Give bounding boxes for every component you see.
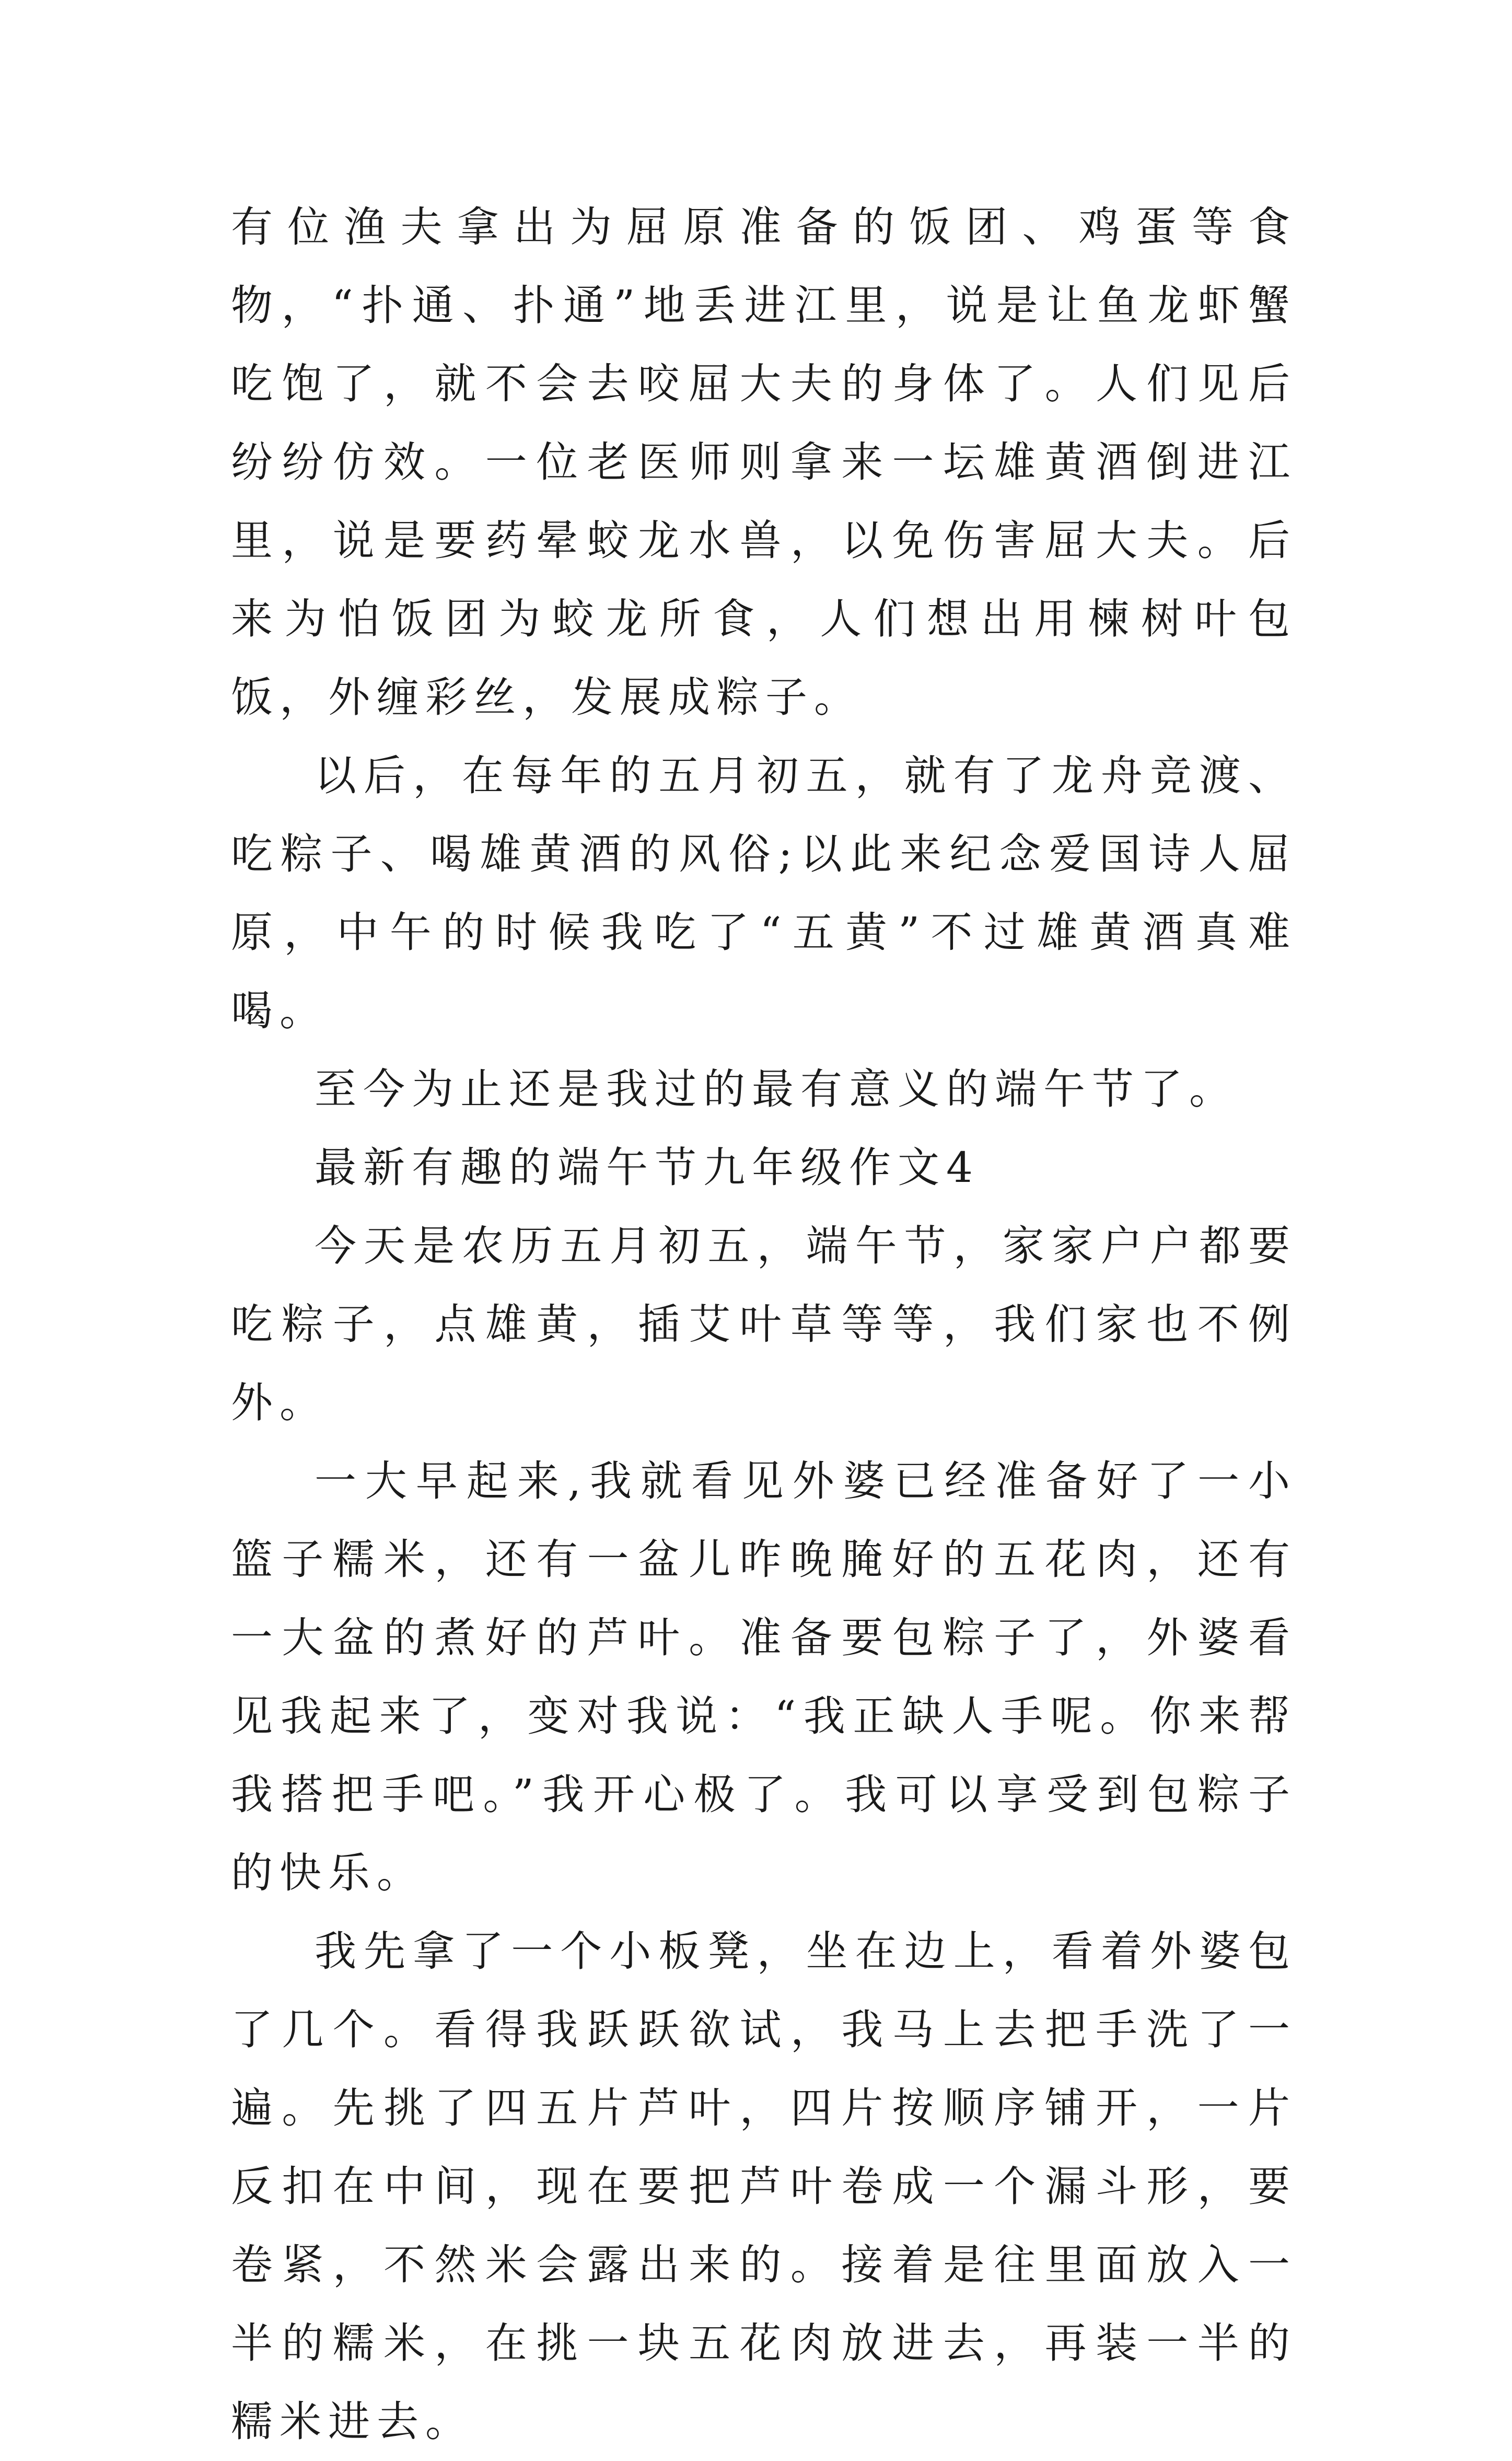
paragraph-5: 今天是农历五月初五，端午节，家家户户都要吃粽子，点雄黄，插艾叶草等等，我们家也不例外。 — [231, 1222, 1297, 1427]
section-heading: 最新有趣的端午节九年级作文4 — [315, 1143, 980, 1192]
paragraph-6: 一大早起来,我就看见外婆已经准备好了一小篮子糯米，还有一盆儿昨晚腌好的五花肉，还有一大盆的煮好的芦叶。准备要包粽子了，外婆看见我起来了，变对我说：“我正缺人手呢。你来帮我搭把手吧。”我开心极了。我可以享受到包粽子的快乐。 — [231, 1457, 1297, 1897]
paragraph-1: 有位渔夫拿出为屈原准备的饭团、鸡蛋等食物，“扑通、扑通”地丢进江里，说是让鱼龙虾蟹吃饱了，就不会去咬屈大夫的身体了。人们见后纷纷仿效。一位老医师则拿来一坛雄黄酒倒进江里，说是要药晕蛟龙水兽，以免伤害屈大夫。后来为怕饭团为蛟龙所食，人们想出用楝树叶包饭，外缠彩丝，发展成粽子。 — [231, 203, 1297, 722]
paragraph-2: 以后，在每年的五月初五，就有了龙舟竞渡、吃粽子、喝雄黄酒的风俗;以此来纪念爱国诗人屈原，中午的时候我吃了“五黄”不过雄黄酒真难喝。 — [231, 751, 1297, 1035]
paragraph-3: 至今为止还是我过的最有意义的端午节了。 — [315, 1065, 1238, 1113]
paragraph-7: 我先拿了一个小板凳，坐在边上，看着外婆包了几个。看得我跃跃欲试，我马上去把手洗了一遍。先挑了四五片芦叶，四片按顺序铺开，一片反扣在中间，现在要把芦叶卷成一个漏斗形，要卷紧，不然米会露出来的。接着是往里面放入一半的糯米，在挑一块五花肉放进去，再装一半的糯米进去。 — [231, 1927, 1297, 2446]
document-body — [231, 188, 1297, 2461]
